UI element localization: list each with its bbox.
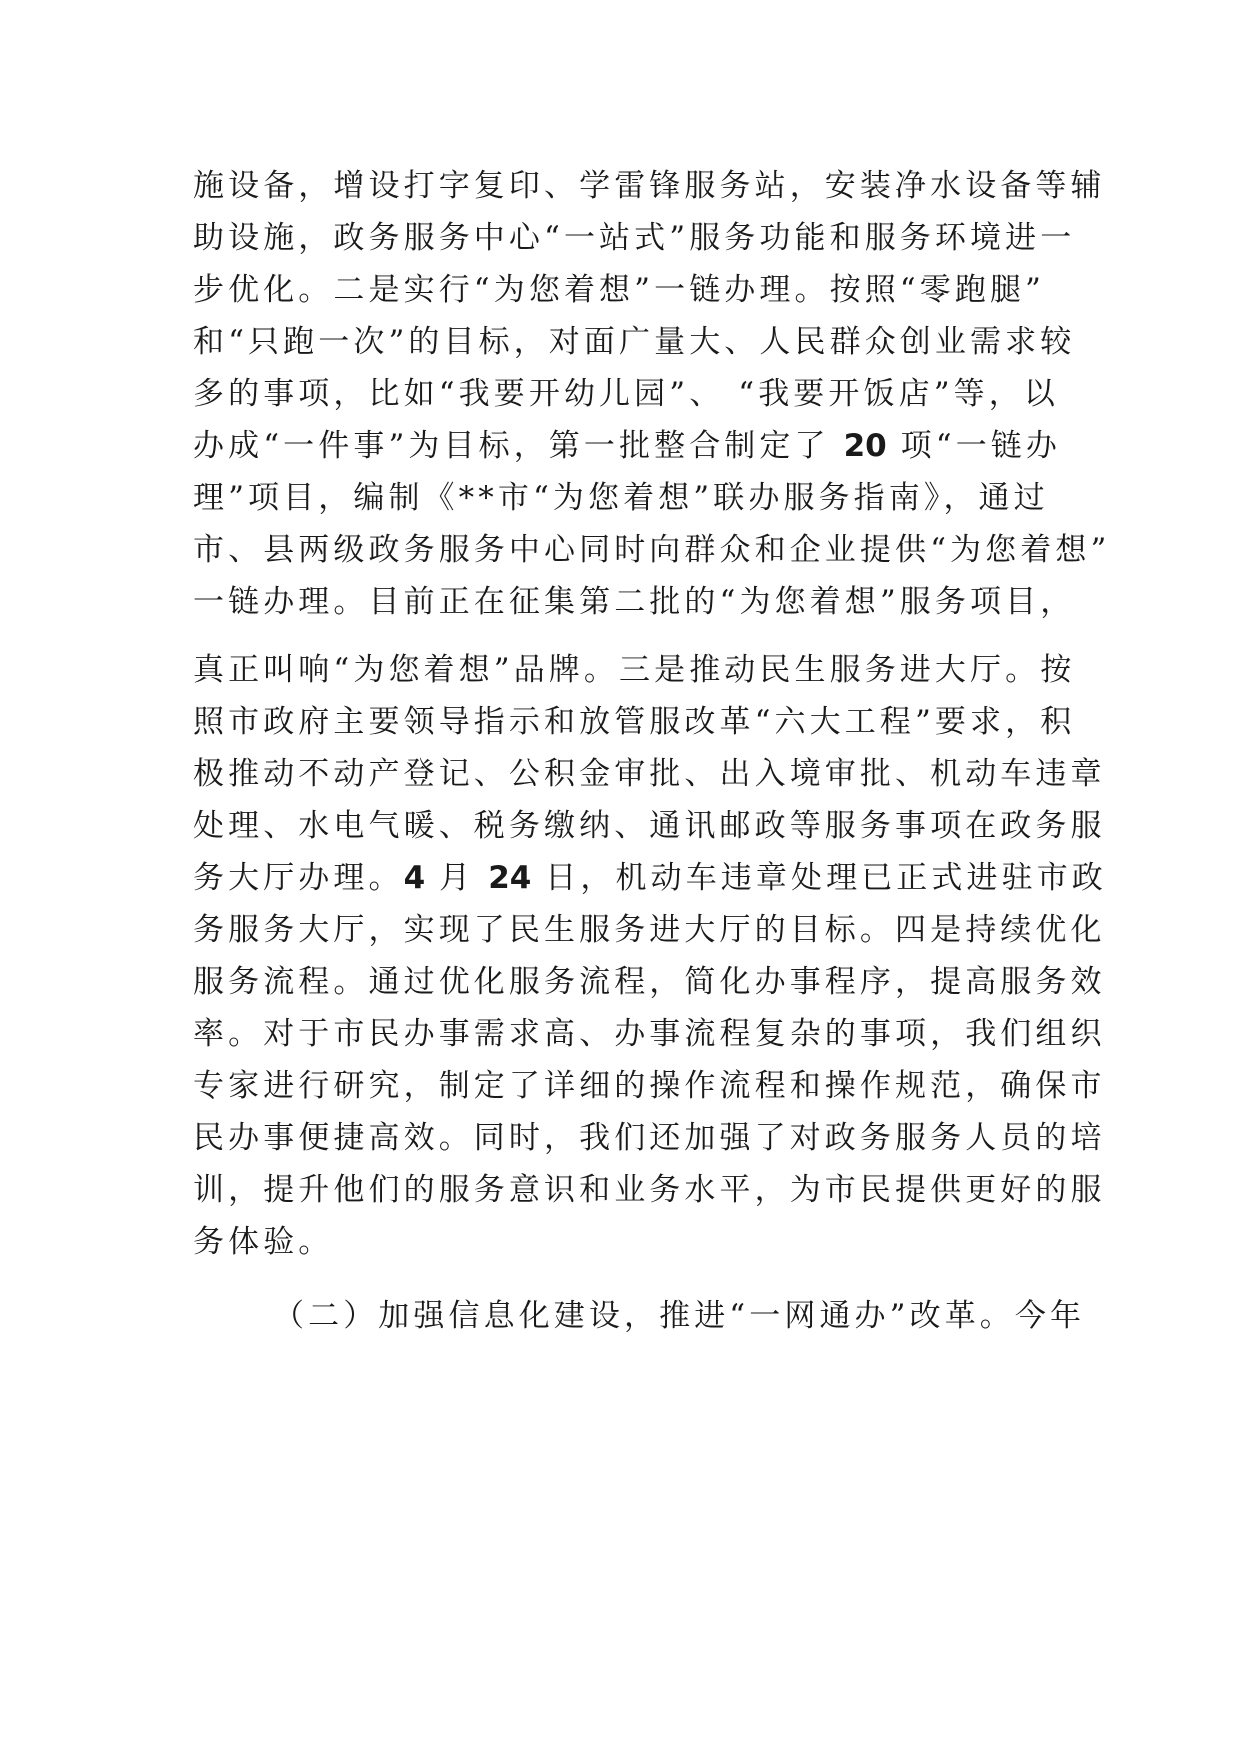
text-line: 务大厅办理。4 月 24 日，机动车违章处理已正式进驻市政: [193, 860, 1107, 896]
text-line: 训，提升他们的服务意识和业务水平，为市民提供更好的服: [193, 1172, 1106, 1208]
text-line: 理”项目，编制《**市“为您着想”联办服务指南》，通过: [193, 480, 1049, 516]
text-line: 和“只跑一次”的目标，对面广量大、人民群众创业需求较: [193, 324, 1076, 360]
text-line: 务体验。: [193, 1224, 334, 1260]
text-line: 务服务大厅，实现了民生服务进大厅的目标。四是持续优化: [193, 912, 1106, 948]
text-line: 专家进行研究，制定了详细的操作流程和操作规范，确保市: [193, 1068, 1106, 1104]
body-text: [193, 160, 1111, 1342]
text-line: 多的事项，比如“我要开幼儿园”、 “我要开饭店”等，以: [193, 376, 1059, 412]
text-line: 真正叫响“为您着想”品牌。三是推动民生服务进大厅。按: [193, 652, 1076, 688]
text-line: 办成“一件事”为目标，第一批整合制定了 20 项“一链办: [193, 428, 1062, 464]
text-line: 率。对于市民办事需求高、办事流程复杂的事项，我们组织: [193, 1016, 1106, 1052]
number-text: 4: [403, 860, 426, 896]
section-heading: （二）加强信息化建设，推进“一网通办”改革。今年: [273, 1298, 1086, 1334]
number-text: 20: [843, 428, 887, 464]
text-line: 照市政府主要领导指示和放管服改革“六大工程”要求，积: [193, 704, 1076, 740]
number-text: 24: [488, 860, 532, 896]
text-line: 施设备，增设打字复印、学雷锋服务站，安装净水设备等辅: [193, 168, 1106, 204]
text-line: 助设施，政务服务中心“一站式”服务功能和服务环境进一: [193, 220, 1076, 256]
text-line: 民办事便捷高效。同时，我们还加强了对政务服务人员的培: [193, 1120, 1106, 1156]
text-line: 步优化。二是实行“为您着想”一链办理。按照“零跑腿”: [193, 272, 1045, 308]
text-line: 服务流程。通过优化服务流程，简化办事程序，提高服务效: [193, 964, 1106, 1000]
text-line: 极推动不动产登记、公积金审批、出入境审批、机动车违章: [193, 756, 1106, 792]
text-line: 一链办理。目前正在征集第二批的“为您着想”服务项目，: [193, 584, 1076, 620]
text-line: 处理、水电气暖、税务缴纳、通讯邮政等服务事项在政务服: [193, 808, 1106, 844]
text-line: 市、县两级政务服务中心同时向群众和企业提供“为您着想”: [193, 532, 1111, 568]
